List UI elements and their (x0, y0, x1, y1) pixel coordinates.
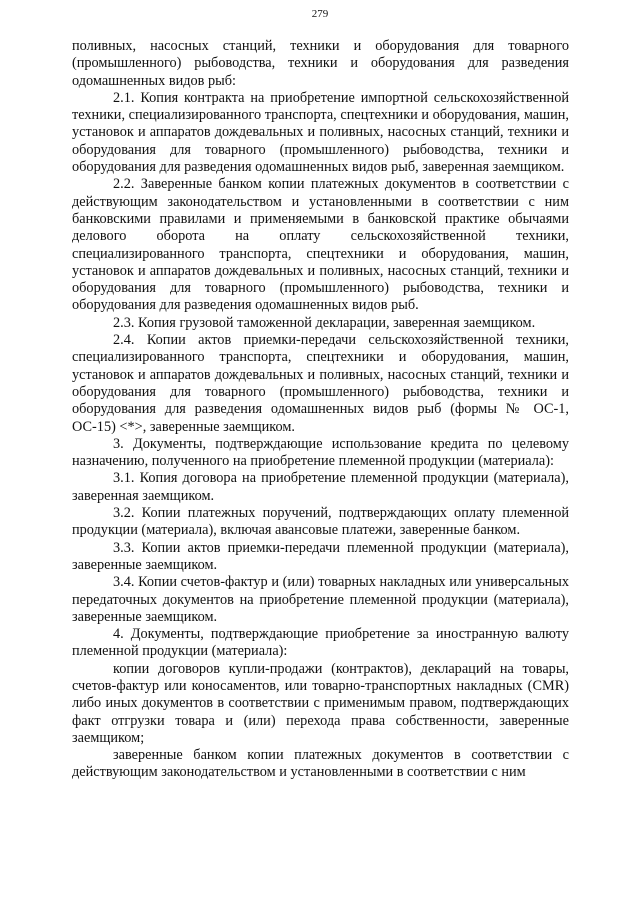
paragraph-3-1: 3.1. Копия договора на приобретение племенной продукции (материала), заверенная заемщиком. (72, 470, 569, 504)
paragraph-3: 3. Документы, подтверждающие использование кредита по целевому назначению, полученного на приобретение племенной продукции (материала): (72, 435, 569, 470)
paragraph-continuation: поливных, насосных станций, техники и оборудования для товарного (промышленного) рыбоводства, техники и оборудования для разведения одомашненных видов рыб: (72, 38, 569, 89)
paragraph-4-contracts: копии договоров купли-продажи (контрактов), деклараций на товары, счетов-фактур или коносаментов, или товарно-транспортных накладных (CMR) либо иных документов в соответствии с применимым правом, подтверждающих факт отгрузки товара и (или) перехода права собственности, заверенные заемщиком; (72, 660, 569, 746)
paragraph-4: 4. Документы, подтверждающие приобретение за иностранную валюту племенной продукции (материала): (72, 626, 569, 660)
paragraph-2-3: 2.3. Копия грузовой таможенной декларации, заверенная заемщиком. (113, 314, 536, 331)
paragraph-4-payments: заверенные банком копии платежных документов в соответствии с действующим законодательством и установленными в соответствии с ним (72, 747, 569, 781)
paragraph-2-1: 2.1. Копия контракта на приобретение импортной сельскохозяйственной техники, специализированного транспорта, спецтехники и оборудования, машин, установок и аппаратов дождевальных и поливных, насосных станций, техники и оборудования для товарного (промышленного) рыбоводства, техники и оборудования для разведения одомашненных видов рыб, заверенная заемщиком. (72, 89, 569, 176)
paragraph-3-2: 3.2. Копии платежных поручений, подтверждающих оплату племенной продукции (материала), включая авансовые платежи, заверенные банком. (72, 505, 569, 539)
paragraph-2-2: 2.2. Заверенные банком копии платежных документов в соответствии с действующим законодательством и установленными в соответствии с ним банковскими правилами и применяемыми в банковской практике обычаями делового оборота на оплату сельскохозяйственной техники, специализированного транспорта, спецтехники и оборудования, машин, установок и аппаратов дождевальных и поливных, насосных станций, техники и оборудования для товарного (промышленного) рыбоводства, техники и оборудования для разведения одомашненных видов рыб. (72, 176, 569, 314)
paragraph-3-4: 3.4. Копии счетов-фактур и (или) товарных накладных или универсальных передаточных документов на приобретение племенной продукции (материала), заверенные заемщиком. (72, 574, 569, 625)
paragraph-2-4: 2.4. Копии актов приемки-передачи сельскохозяйственной техники, специализированного транспорта, спецтехники и оборудования, машин, установок и аппаратов дождевальных и поливных, насосных станций, техники и оборудования для товарного (промышленного) рыбоводства, техники и оборудования для разведения одомашненных видов рыб (формы № ОС-1, ОС-15) <*>, заверенные заемщиком. (72, 332, 569, 435)
paragraph-3-3: 3.3. Копии актов приемки-передачи племенной продукции (материала), заверенные заемщиком. (72, 539, 569, 573)
document-body (72, 38, 569, 782)
page-number: 279 (311, 8, 329, 20)
